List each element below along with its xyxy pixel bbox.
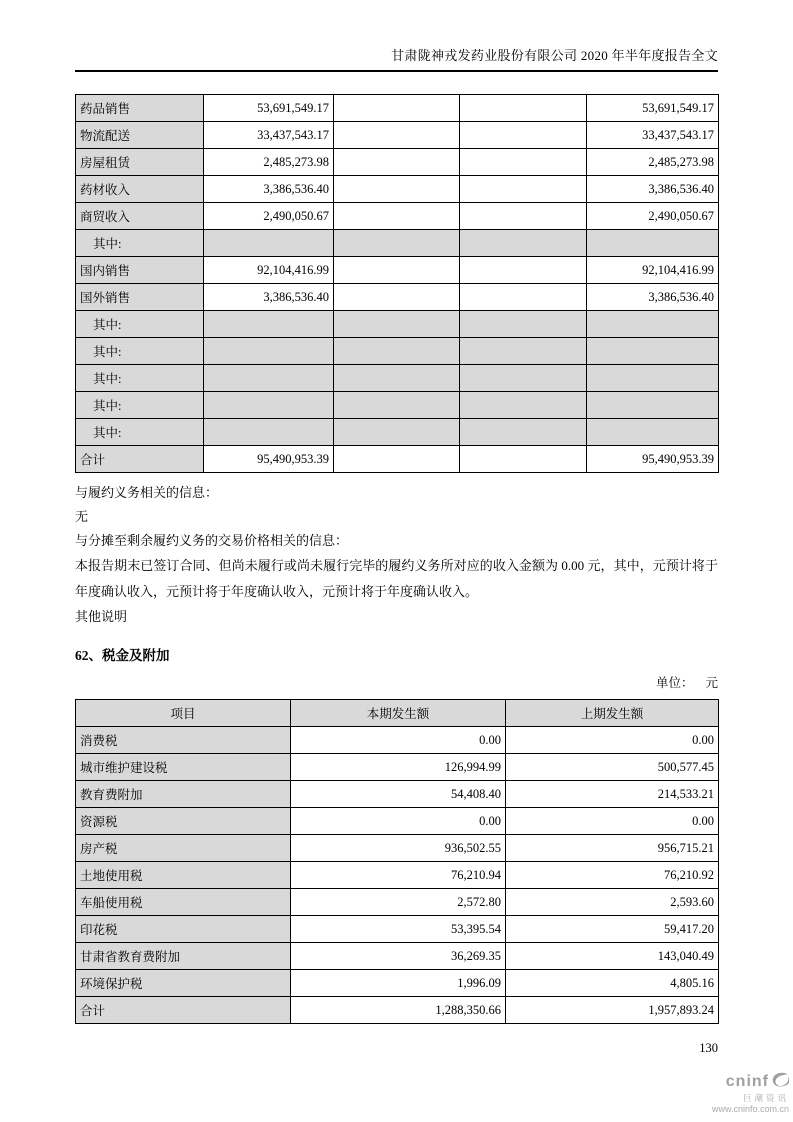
- row-label-cell: 土地使用税: [76, 862, 291, 889]
- prior-period-value-cell: 956,715.21: [506, 835, 719, 862]
- value-cell: [460, 95, 587, 122]
- value-cell: 53,691,549.17: [204, 95, 334, 122]
- row-label-cell: 其中:: [76, 338, 204, 365]
- value-cell: 33,437,543.17: [204, 122, 334, 149]
- column-header-current-period: 本期发生额: [291, 700, 506, 727]
- tax-table-row: [76, 916, 719, 943]
- row-label-cell: 环境保护税: [76, 970, 291, 997]
- current-period-value-cell: 2,572.80: [291, 889, 506, 916]
- revenue-table-row: [76, 149, 719, 176]
- row-label-cell: 其中:: [76, 311, 204, 338]
- value-cell: 3,386,536.40: [204, 176, 334, 203]
- row-label-cell: 房屋租赁: [76, 149, 204, 176]
- revenue-table-row: [76, 338, 719, 365]
- current-period-value-cell: 54,408.40: [291, 781, 506, 808]
- note-paragraph: 本报告期末已签订合同、但尚未履行或尚未履行完毕的履约义务所对应的收入金额为 0.00 元，其中，元预计将于年度确认收入，元预计将于年度确认收入，元预计将于年度确认收入。: [75, 558, 718, 599]
- value-cell: [334, 392, 460, 419]
- revenue-table-row: [76, 392, 719, 419]
- revenue-table-row: [76, 203, 719, 230]
- note-line: 无: [75, 509, 89, 524]
- value-cell: [587, 419, 719, 446]
- value-cell: [460, 257, 587, 284]
- row-label-cell: 商贸收入: [76, 203, 204, 230]
- value-cell: 2,490,050.67: [587, 203, 719, 230]
- prior-period-value-cell: 500,577.45: [506, 754, 719, 781]
- note-line: 与履约义务相关的信息：: [75, 485, 219, 500]
- cninfo-logo-url: www.cninfo.com.cn: [711, 1104, 789, 1114]
- value-cell: [334, 311, 460, 338]
- taxes-and-surcharges-table: [75, 699, 719, 1024]
- row-label-cell: 印花税: [76, 916, 291, 943]
- value-cell: 3,386,536.40: [204, 284, 334, 311]
- tax-table-row: [76, 943, 719, 970]
- tax-table-row: [76, 889, 719, 916]
- prior-period-value-cell: 0.00: [506, 808, 719, 835]
- cninfo-swirl-icon: [771, 1072, 789, 1092]
- current-period-value-cell: 53,395.54: [291, 916, 506, 943]
- row-label-cell: 药材收入: [76, 176, 204, 203]
- current-period-value-cell: 36,269.35: [291, 943, 506, 970]
- prior-period-value-cell: 76,210.92: [506, 862, 719, 889]
- unit-label: 单位：: [655, 676, 694, 690]
- prior-period-value-cell: 2,593.60: [506, 889, 719, 916]
- value-cell: [334, 257, 460, 284]
- value-cell: 2,485,273.98: [204, 149, 334, 176]
- value-cell: [460, 311, 587, 338]
- section-heading: 62、税金及附加: [75, 648, 170, 663]
- page-number: 130: [699, 1041, 718, 1055]
- revenue-table-row: [76, 257, 719, 284]
- value-cell: 95,490,953.39: [587, 446, 719, 473]
- value-cell: [334, 149, 460, 176]
- current-period-value-cell: 1,996.09: [291, 970, 506, 997]
- cninfo-logo-subtext: 巨潮资讯: [742, 1092, 789, 1103]
- revenue-table-row: [76, 230, 719, 257]
- value-cell: [460, 149, 587, 176]
- value-cell: 92,104,416.99: [587, 257, 719, 284]
- cninfo-logo-word: cninf: [725, 1072, 769, 1090]
- value-cell: [460, 446, 587, 473]
- value-cell: [334, 122, 460, 149]
- value-cell: [460, 419, 587, 446]
- value-cell: 3,386,536.40: [587, 176, 719, 203]
- revenue-table-row: [76, 176, 719, 203]
- unit-value: 元: [705, 676, 718, 690]
- tax-table-row: [76, 781, 719, 808]
- prior-period-value-cell: 4,805.16: [506, 970, 719, 997]
- revenue-table-row: [76, 311, 719, 338]
- value-cell: [204, 392, 334, 419]
- revenue-table-row: [76, 419, 719, 446]
- row-label-cell: 其中:: [76, 365, 204, 392]
- current-period-value-cell: 1,288,350.66: [291, 997, 506, 1024]
- current-period-value-cell: 0.00: [291, 727, 506, 754]
- note-line: 其他说明: [75, 609, 128, 624]
- row-label-cell: 药品销售: [76, 95, 204, 122]
- row-label-cell: 消费税: [76, 727, 291, 754]
- value-cell: [334, 284, 460, 311]
- value-cell: [460, 284, 587, 311]
- current-period-value-cell: 936,502.55: [291, 835, 506, 862]
- value-cell: 2,490,050.67: [204, 203, 334, 230]
- value-cell: 53,691,549.17: [587, 95, 719, 122]
- value-cell: 3,386,536.40: [587, 284, 719, 311]
- row-label-cell: 合计: [76, 446, 204, 473]
- value-cell: [460, 122, 587, 149]
- value-cell: [334, 95, 460, 122]
- note-line: 与分摊至剩余履约义务的交易价格相关的信息：: [75, 533, 349, 548]
- revenue-table-row: [76, 365, 719, 392]
- prior-period-value-cell: 0.00: [506, 727, 719, 754]
- row-label-cell: 教育费附加: [76, 781, 291, 808]
- tax-table-row: [76, 862, 719, 889]
- column-header-prior-period: 上期发生额: [506, 700, 719, 727]
- value-cell: [204, 338, 334, 365]
- prior-period-value-cell: 214,533.21: [506, 781, 719, 808]
- prior-period-value-cell: 59,417.20: [506, 916, 719, 943]
- value-cell: 33,437,543.17: [587, 122, 719, 149]
- row-label-cell: 资源税: [76, 808, 291, 835]
- value-cell: [334, 338, 460, 365]
- revenue-table-row: [76, 284, 719, 311]
- revenue-table-row: [76, 122, 719, 149]
- row-label-cell: 房产税: [76, 835, 291, 862]
- cninfo-logo: [712, 1072, 789, 1115]
- value-cell: [334, 365, 460, 392]
- value-cell: [460, 230, 587, 257]
- unit-label-row: [75, 675, 718, 692]
- value-cell: [587, 392, 719, 419]
- tax-table-row: [76, 808, 719, 835]
- value-cell: [204, 365, 334, 392]
- revenue-breakdown-table: [75, 94, 719, 473]
- tax-table-row: [76, 727, 719, 754]
- value-cell: 95,490,953.39: [204, 446, 334, 473]
- row-label-cell: 合计: [76, 997, 291, 1024]
- value-cell: [460, 203, 587, 230]
- value-cell: [204, 311, 334, 338]
- document-header-title: 甘肃陇神戎发药业股份有限公司 2020 年半年度报告全文: [75, 0, 718, 72]
- value-cell: [334, 419, 460, 446]
- row-label-cell: 甘肃省教育费附加: [76, 943, 291, 970]
- column-header-item: 项目: [76, 700, 291, 727]
- revenue-table-row: [76, 95, 719, 122]
- value-cell: [334, 446, 460, 473]
- value-cell: [460, 338, 587, 365]
- value-cell: 92,104,416.99: [204, 257, 334, 284]
- prior-period-value-cell: 143,040.49: [506, 943, 719, 970]
- tax-table-row: [76, 970, 719, 997]
- revenue-table-row: [76, 446, 719, 473]
- row-label-cell: 国外销售: [76, 284, 204, 311]
- row-label-cell: 其中:: [76, 419, 204, 446]
- value-cell: [334, 176, 460, 203]
- table-header-row: [76, 700, 719, 727]
- tax-table-row: [76, 997, 719, 1024]
- performance-obligation-notes: [75, 481, 718, 629]
- value-cell: [587, 338, 719, 365]
- value-cell: [204, 419, 334, 446]
- value-cell: [334, 230, 460, 257]
- value-cell: [460, 365, 587, 392]
- prior-period-value-cell: 1,957,893.24: [506, 997, 719, 1024]
- tax-table-row: [76, 835, 719, 862]
- current-period-value-cell: 126,994.99: [291, 754, 506, 781]
- tax-table-row: [76, 754, 719, 781]
- value-cell: [460, 176, 587, 203]
- current-period-value-cell: 0.00: [291, 808, 506, 835]
- current-period-value-cell: 76,210.94: [291, 862, 506, 889]
- row-label-cell: 国内销售: [76, 257, 204, 284]
- row-label-cell: 物流配送: [76, 122, 204, 149]
- value-cell: [587, 311, 719, 338]
- row-label-cell: 其中:: [76, 230, 204, 257]
- value-cell: [460, 392, 587, 419]
- value-cell: [587, 365, 719, 392]
- value-cell: 2,485,273.98: [587, 149, 719, 176]
- value-cell: [204, 230, 334, 257]
- value-cell: [587, 230, 719, 257]
- row-label-cell: 其中:: [76, 392, 204, 419]
- value-cell: [334, 203, 460, 230]
- row-label-cell: 车船使用税: [76, 889, 291, 916]
- row-label-cell: 城市维护建设税: [76, 754, 291, 781]
